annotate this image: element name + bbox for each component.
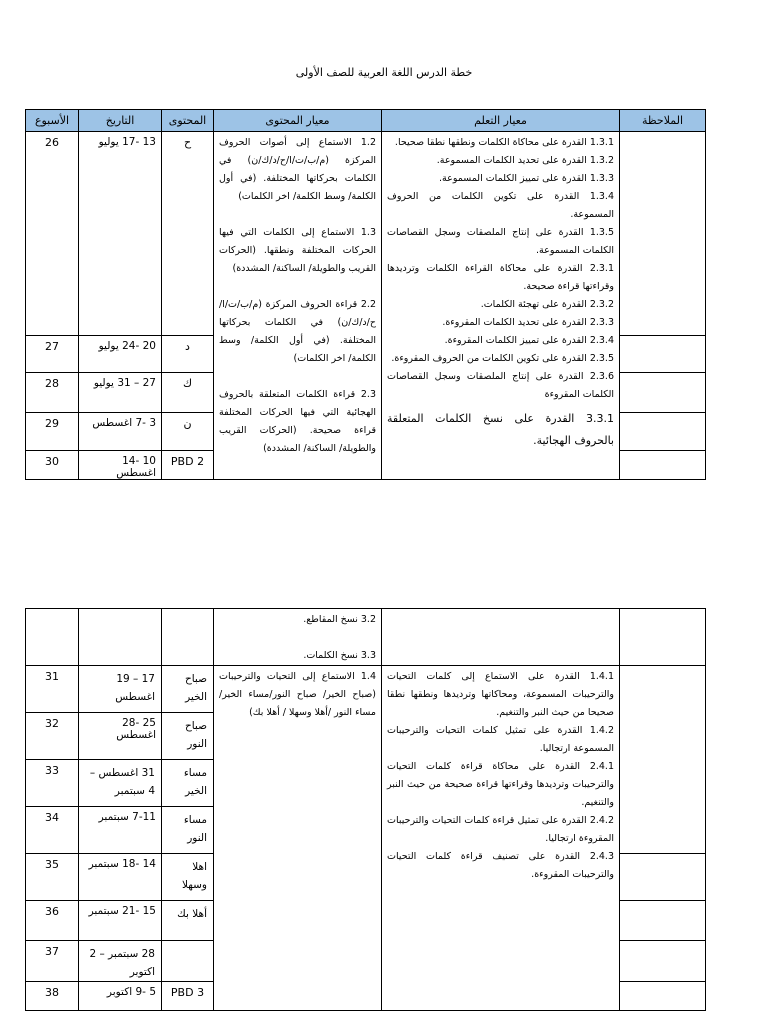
content-standard-cell [214, 132, 382, 480]
week-cell: 35 [26, 854, 79, 901]
content-cell: مساء الخير [162, 760, 214, 807]
page-title: خطة الدرس اللغة العربية للصف الأولى [295, 66, 473, 79]
header-content: المحتوى [162, 110, 214, 132]
date-cell: 3 -7 اغسطس [79, 413, 162, 451]
content-cell: مساء النور [162, 807, 214, 854]
learning-standard-item: 2.3.5 القدرة على تكوين الكلمات من الحروف المقروءة. [391, 353, 614, 364]
learning-standard-item: 1.3.2 القدرة على تحديد الكلمات المسموعة. [436, 155, 614, 166]
content-standard-item: 3.3 نسخ الكلمات. [303, 650, 376, 661]
week-cell: 28 [26, 373, 79, 413]
learning-standard-item: 1.4.1 القدرة على الاستماع إلى كلمات التحيات والترحيبات المسموعة، ومحاكاتها وترديدها ونطقها نطقا صحيحا من حيث النبر والتنغيم. [387, 671, 614, 718]
table-row [26, 609, 706, 666]
content-cell: أهلا بك [162, 901, 214, 941]
content-cell: ح [162, 132, 214, 336]
header-week: الأسبوع [26, 110, 79, 132]
notes-cell [620, 760, 706, 807]
date-cell: 5 -9 اكتوبر [79, 982, 162, 1011]
week-cell: 30 [26, 451, 79, 480]
content-cell [162, 941, 214, 982]
date-cell: 13 -17 يوليو [79, 132, 162, 336]
content-cell: PBD 2 [162, 451, 214, 480]
lesson-plan-table-1 [25, 109, 706, 480]
learning-standard-item: 2.4.2 القدرة على تمثيل قراءة كلمات التحيات والترحيبات المقروءة ارتجاليا. [387, 815, 614, 844]
learning-standard-item: 1.3.5 القدرة على إنتاج الملصقات وسجل القصاصات الكلمات المسموعة. [387, 227, 614, 256]
table-row [26, 666, 706, 713]
content-cell: ن [162, 413, 214, 451]
notes-cell [620, 413, 706, 451]
date-cell: 27 – 31 يوليو [79, 373, 162, 413]
header-notes: الملاحظة [620, 110, 706, 132]
week-cell: 38 [26, 982, 79, 1011]
learning-standard-item: 1.3.3 القدرة على تمييز الكلمات المسموعة. [439, 173, 614, 184]
content-standard-cell [214, 609, 382, 666]
content-standard-item: 1.3 الاستماع إلى الكلمات التي فيها الحركات المختلفة ونطقها. (الحركات القريب والطويلة/ الساكنة/ المشددة) [219, 227, 376, 274]
table-row [26, 132, 706, 336]
content-cell: صباح النور [162, 713, 214, 760]
content-cell: PBD 3 [162, 982, 214, 1011]
week-cell: 29 [26, 413, 79, 451]
week-cell: 31 [26, 666, 79, 713]
week-cell: 36 [26, 901, 79, 941]
learning-standard-item: 2.3.6 القدرة على إنتاج الملصقات وسجل القصاصات الكلمات المقروءة [387, 371, 614, 400]
header-content-standard: معيار المحتوى [214, 110, 382, 132]
notes-cell [620, 713, 706, 760]
notes-cell [620, 666, 706, 713]
learning-standard-item: 2.3.4 القدرة على تمييز الكلمات المقروءة. [444, 335, 614, 346]
content-cell [162, 609, 214, 666]
lesson-plan-table-2 [25, 608, 706, 1011]
learning-standard-item: 1.3.4 القدرة على تكوين الكلمات من الحروف المسموعة. [387, 191, 614, 220]
notes-cell [620, 336, 706, 373]
date-cell [79, 609, 162, 666]
content-standard-item: 3.2 نسخ المقاطع. [303, 614, 376, 625]
date-cell: 10 -14 اغسطس [79, 451, 162, 480]
notes-cell [620, 807, 706, 854]
header-learning-standard: معيار التعلم [382, 110, 620, 132]
learning-standard-cell [382, 132, 620, 480]
notes-cell [620, 941, 706, 982]
week-cell [26, 609, 79, 666]
learning-standard-item: 1.4.2 القدرة على تمثيل كلمات التحيات والترحيبات المسموعة ارتجاليا. [387, 725, 614, 754]
learning-standard-item: 2.3.2 القدرة على تهجئة الكلمات. [480, 299, 614, 310]
content-standard-cell: 1.4 الاستماع إلى التحيات والترحيبات (صباح الخير/ صباح النور/مساء الخير/مساء النور /أهلا وسهلا / أهلا بك) [214, 666, 382, 1011]
week-cell: 37 [26, 941, 79, 982]
content-cell: د [162, 336, 214, 373]
week-cell: 32 [26, 713, 79, 760]
content-cell: ك [162, 373, 214, 413]
learning-standard-item: 1.3.1 القدرة على محاكاة الكلمات ونطقها نطقا صحيحا. [394, 137, 614, 148]
learning-standard-item: 2.3.3 القدرة على تحديد الكلمات المقروءة. [442, 317, 614, 328]
date-cell: 14 -18 سبتمبر [79, 854, 162, 901]
date-cell: 7-11 سبتمبر [79, 807, 162, 854]
notes-cell [620, 451, 706, 480]
week-cell: 26 [26, 132, 79, 336]
notes-cell [620, 982, 706, 1011]
learning-standard-item: 2.4.1 القدرة على محاكاة قراءة كلمات التحيات والترحيبات وترديدها وقراءتها قراءة صحيحة من حيث النبر والتنغيم. [387, 761, 614, 808]
date-cell: 20 -24 يوليو [79, 336, 162, 373]
header-date: التاريخ [79, 110, 162, 132]
date-cell: 28 سبتمبر – 2 اكتوبر [79, 941, 162, 982]
learning-standard-cell [382, 666, 620, 1011]
learning-standard-item: 2.4.3 القدرة على تصنيف قراءة كلمات التحيات والترحيبات المقروءة. [387, 851, 614, 880]
date-cell: 25 -28 اغسطس [79, 713, 162, 760]
content-cell: اهلا وسهلا [162, 854, 214, 901]
date-cell: 17 – 19 اغسطس [79, 666, 162, 713]
week-cell: 27 [26, 336, 79, 373]
week-cell: 34 [26, 807, 79, 854]
notes-cell [620, 373, 706, 413]
table-header-row [26, 110, 706, 132]
notes-cell [620, 901, 706, 941]
learning-standard-item: 2.3.1 القدرة على محاكاة القراءة الكلمات وترديدها وقراءتها قراءة صحيحة. [387, 263, 614, 292]
notes-cell [620, 854, 706, 901]
content-standard-item: 2.3 قراءة الكلمات المتعلقة بالحروف الهجائية التي فيها الحركات المختلفة قراءة صحيحة. (الحركات القريب والطويلة/ الساكنة/ المشددة) [219, 389, 376, 454]
learning-standard-cell [382, 609, 620, 666]
notes-cell [620, 132, 706, 336]
week-cell: 33 [26, 760, 79, 807]
content-standard-item: 2.2 قراءة الحروف المركزة (م/ب/ت/ا/ح/د/ك/ن) في الكلمات بحركاتها المختلفة. (في أول الكلمة/ وسط الكلمة/ اخر الكلمات) [219, 299, 376, 364]
date-cell: 31 اغسطس – 4 سبتمبر [79, 760, 162, 807]
learning-standard-item: 3.3.1 القدرة على نسخ الكلمات المتعلقة بالحروف الهجائية. [387, 412, 614, 447]
content-standard-item: 1.2 الاستماع إلى أصوات الحروف المركزة (م/ب/ت/ا/ح/د/ك/ن) في الكلمات بحركاتها المختلفة. (في أول الكلمة/ وسط الكلمة/ اخر الكلمات) [219, 137, 376, 202]
notes-cell [620, 609, 706, 666]
date-cell: 15 -21 سبتمبر [79, 901, 162, 941]
content-cell: صباح الخير [162, 666, 214, 713]
